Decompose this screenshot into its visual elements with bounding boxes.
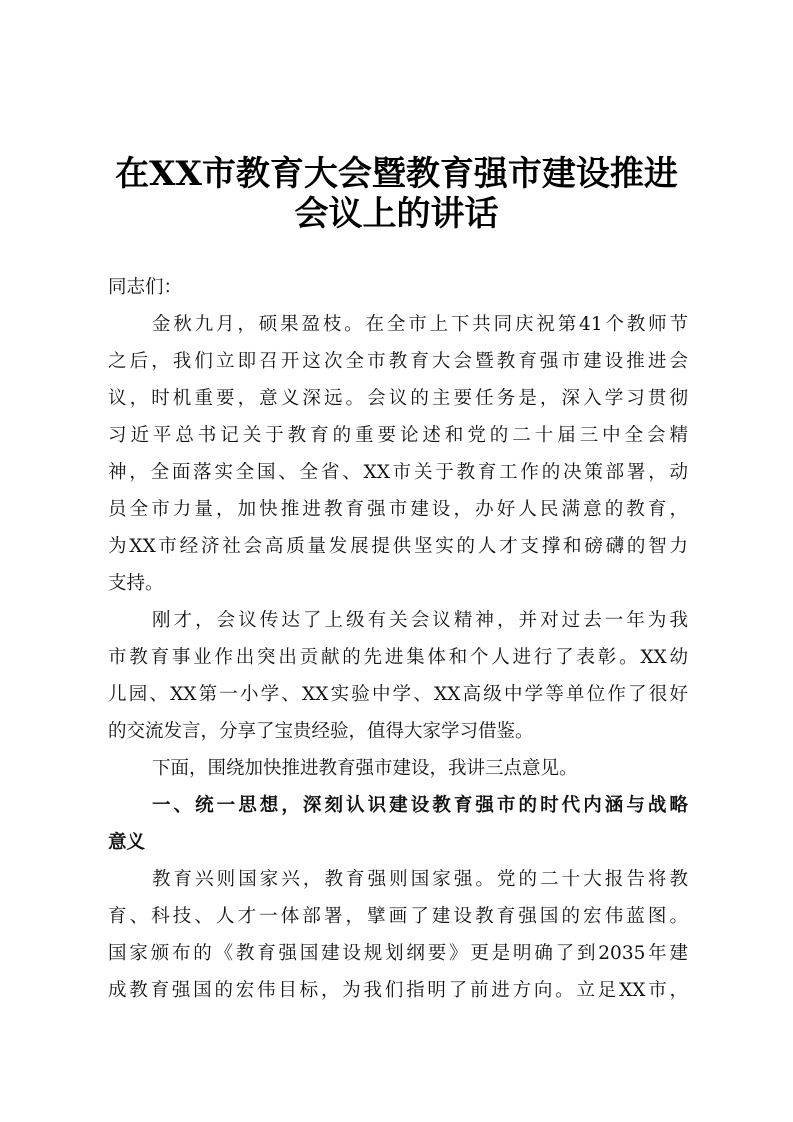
- paragraph-2-line: 儿园、XX第一小学、XX实验中学、XX高级中学等单位作了很好: [108, 684, 688, 705]
- paragraph-1-line: 支持。: [108, 573, 164, 594]
- section-paragraph-line: 国家颁布的《教育强国建设规划纲要》更是明确了到2035年建: [108, 943, 688, 964]
- paragraph-1-line: 议，时机重要，意义深远。会议的主要任务是，深入学习贯彻: [108, 388, 688, 409]
- paragraph-2-line: 刚才，会议传达了上级有关会议精神，并对过去一年为我: [152, 610, 688, 631]
- paragraph-1-line: 神，全面落实全国、全省、XX市关于教育工作的决策部署，动: [108, 462, 688, 483]
- paragraph-1-line: 之后，我们立即召开这次全市教育大会暨教育强市建设推进会: [108, 351, 688, 372]
- paragraph-1-line: 为XX市经济社会高质量发展提供坚实的人才支撑和磅礴的智力: [108, 536, 688, 557]
- section-heading-line: 意义: [108, 832, 146, 853]
- salutation: 同志们：: [108, 277, 183, 298]
- paragraph-1-line: 金秋九月，硕果盈枝。在全市上下共同庆祝第41个教师节: [152, 314, 688, 335]
- section-paragraph-line: 育、科技、人才一体部署，擘画了建设教育强国的宏伟蓝图。: [108, 906, 688, 927]
- section-heading-line: 一、统一思想，深刻认识建设教育强市的时代内涵与战略: [152, 795, 688, 816]
- paragraph-1-line: 习近平总书记关于教育的重要论述和党的二十届三中全会精: [108, 425, 688, 446]
- paragraph-2-line: 市教育事业作出突出贡献的先进集体和个人进行了表彰。XX幼: [108, 647, 688, 668]
- paragraph-2-line: 的交流发言，分享了宝贵经验，值得大家学习借鉴。: [108, 721, 534, 742]
- section-paragraph-line: 成教育强国的宏伟目标，为我们指明了前进方向。立足XX市，: [108, 980, 688, 1001]
- paragraph-1-line: 员全市力量，加快推进教育强市建设，办好人民满意的教育，: [108, 499, 688, 520]
- paragraph-3-line: 下面，围绕加快推进教育强市建设，我讲三点意见。: [152, 758, 578, 779]
- document-title-line-2: 会议上的讲话: [294, 194, 499, 234]
- section-paragraph-line: 教育兴则国家兴，教育强则国家强。党的二十大报告将教: [152, 869, 688, 890]
- document-title-line-1: 在XX市教育大会暨教育强市建设推进: [115, 154, 678, 194]
